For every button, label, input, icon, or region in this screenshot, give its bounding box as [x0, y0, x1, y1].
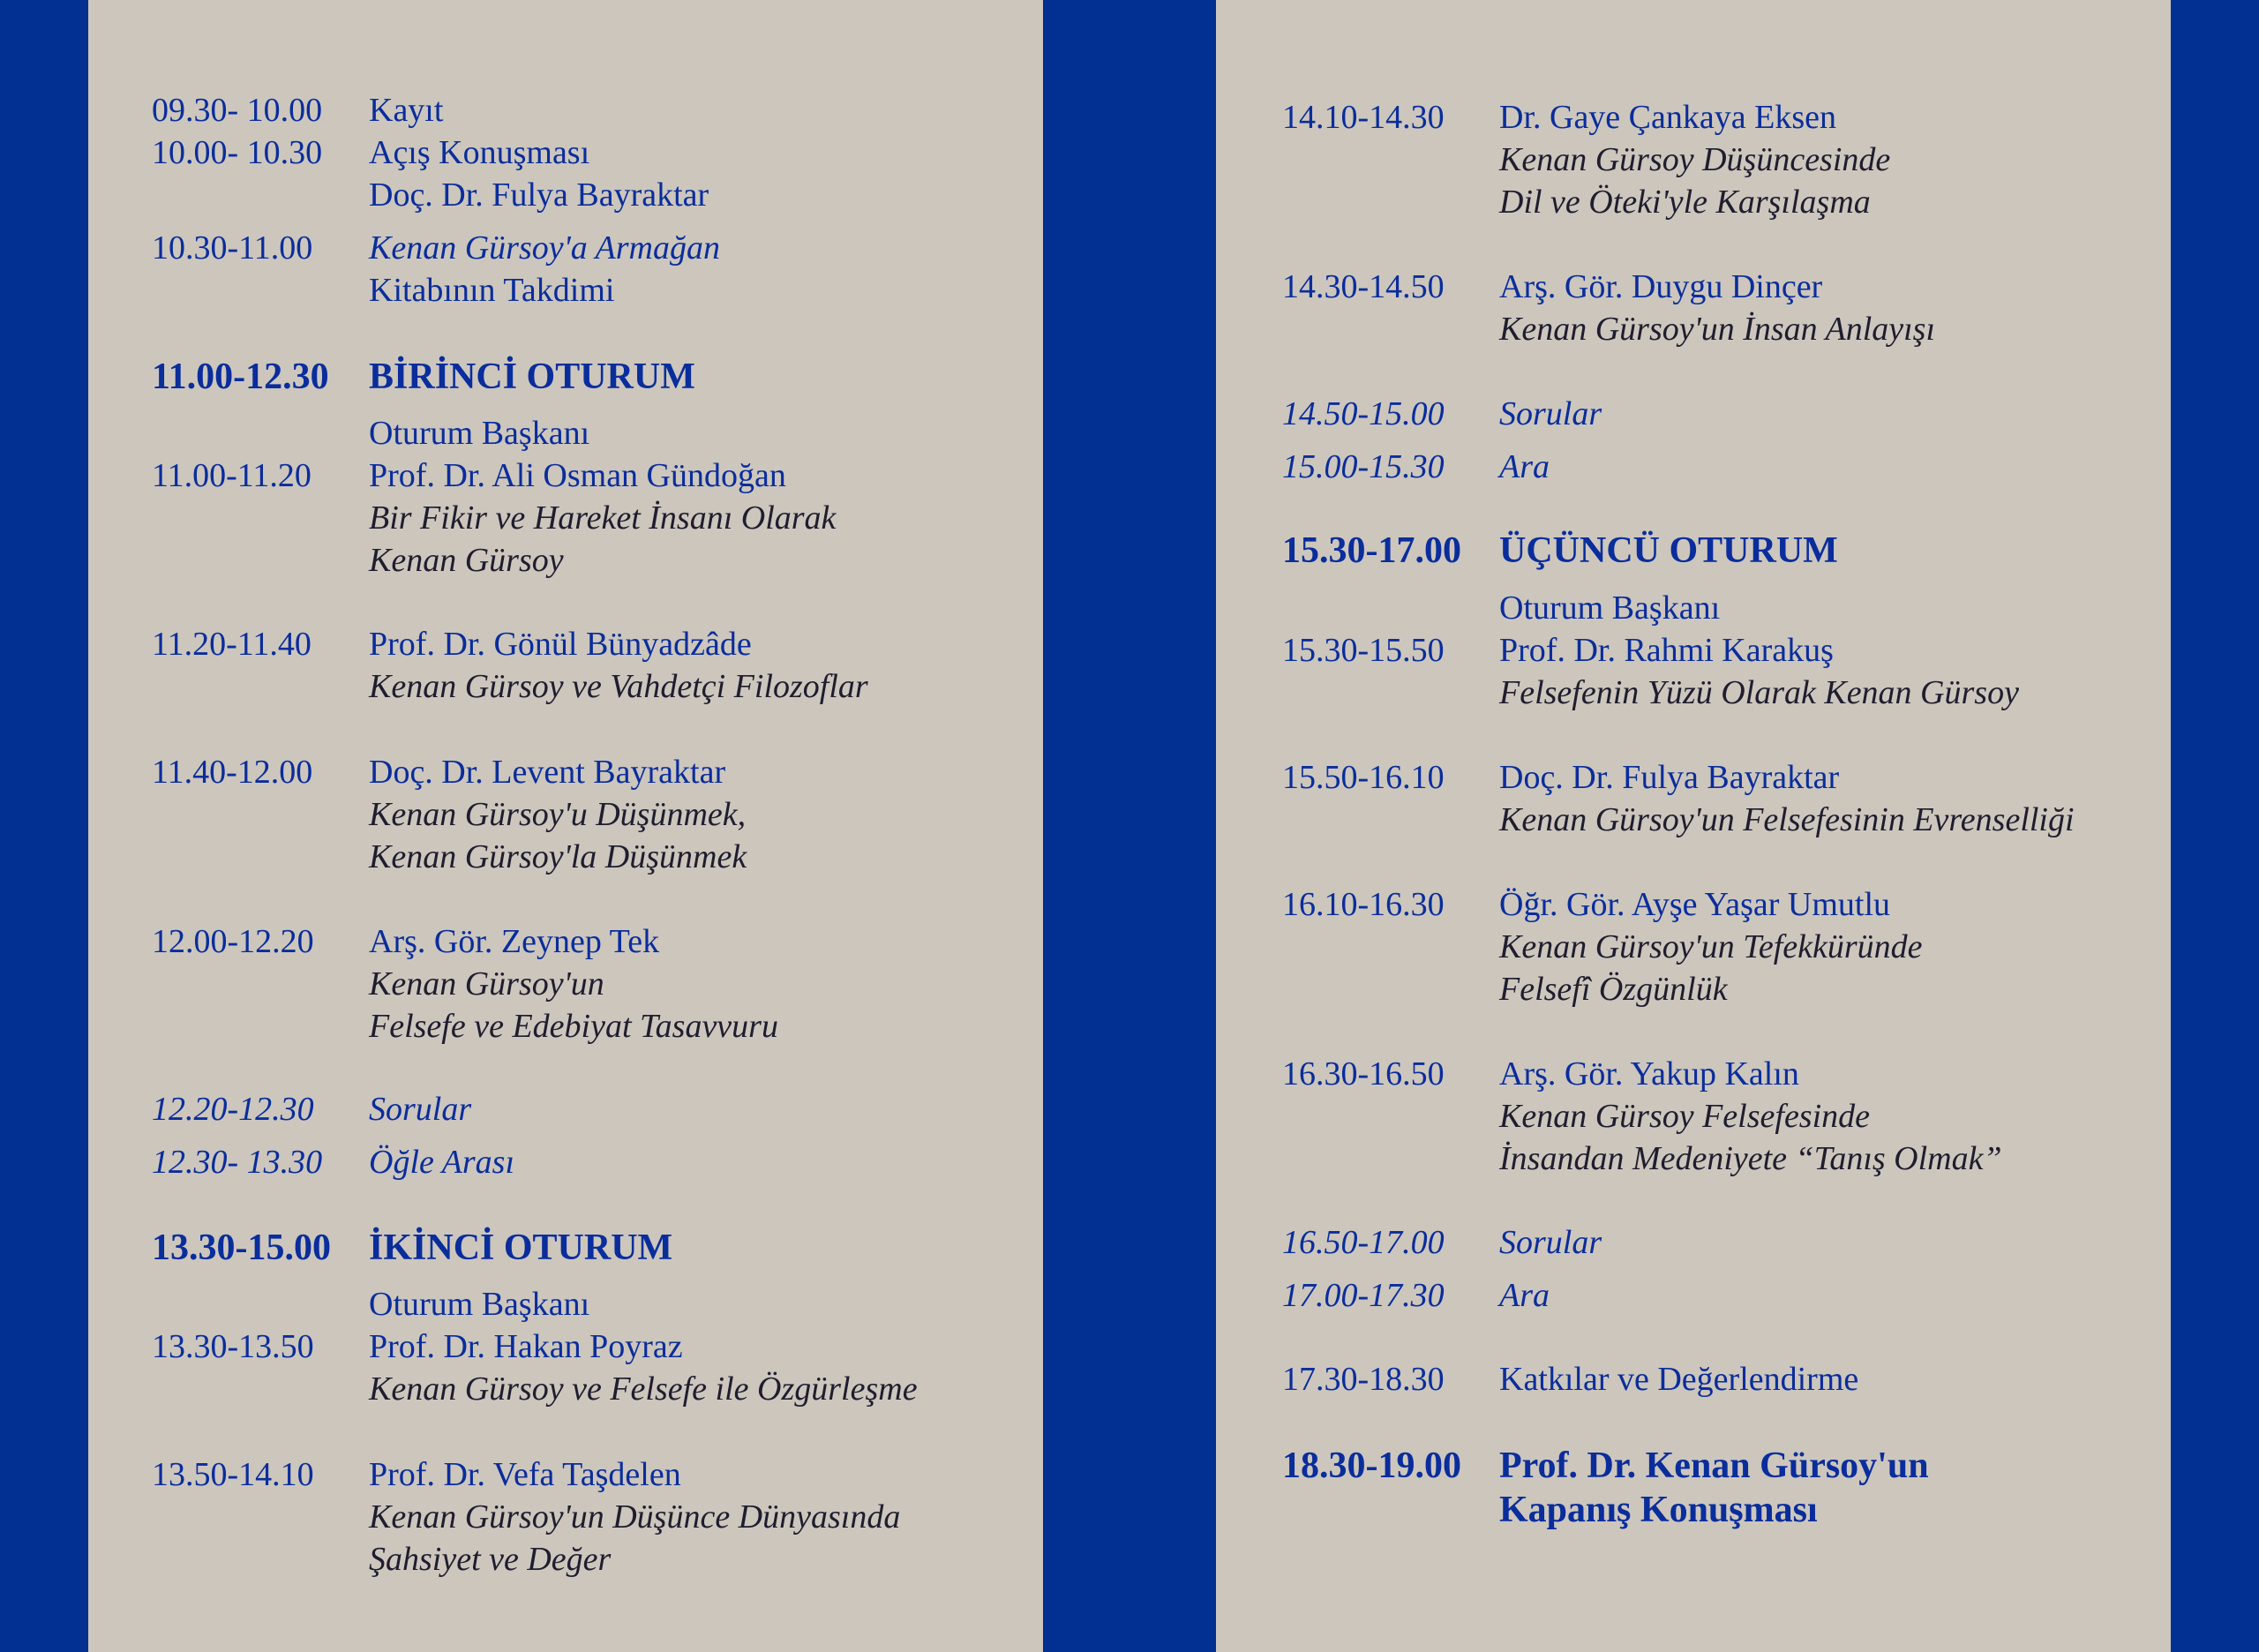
session-chair-label [369, 412, 589, 454]
speaker-name: Arş. Gör. Yakup Kalın [1499, 1055, 1799, 1093]
time-slot: 12.20-12.30 [152, 1091, 314, 1128]
schedule-row [152, 89, 443, 131]
speaker-name: Dr. Gaye Çankaya Eksen [1499, 99, 1836, 136]
session-chair-label [369, 1283, 589, 1325]
closing-speech-row [1282, 1444, 1929, 1532]
closing-title: Kapanış Konuşması [1499, 1490, 1818, 1530]
schedule-row [152, 1141, 514, 1183]
program-panel-left [88, 0, 1043, 1652]
talk-title: Şahsiyet ve Değer [369, 1541, 612, 1578]
speaker-name: Doç. Dr. Levent Bayraktar [369, 754, 726, 791]
speaker-name: Arş. Gör. Duygu Dinçer [1499, 268, 1823, 305]
talk-title: Kenan Gürsoy'un [369, 965, 604, 1002]
talk-title: Felsefenin Yüzü Olarak Kenan Gürsoy [1499, 674, 2019, 711]
time-slot: 13.30-13.50 [152, 1328, 314, 1365]
talk-title: Kenan Gürsoy'un Düşünce Dünyasında [369, 1498, 901, 1536]
speaker-name: Prof. Dr. Hakan Poyraz [369, 1328, 683, 1365]
session-title: İKİNCİ OTURUM [369, 1228, 673, 1268]
schedule-row [1282, 266, 1935, 350]
session-title: BİRİNCİ OTURUM [369, 357, 695, 397]
schedule-row [1282, 1221, 1602, 1264]
time-slot: 09.30- 10.00 [152, 92, 323, 129]
item-text: Ara [1499, 1277, 1550, 1314]
schedule-row [152, 751, 747, 878]
item-text: Kenan Gürsoy'a Armağan [369, 229, 720, 267]
item-text: Açış Konuşması [369, 134, 590, 171]
time-slot: 12.30- 13.30 [152, 1144, 323, 1181]
left-blue-band [0, 0, 88, 1652]
schedule-row [1282, 1053, 2002, 1180]
time-slot: 11.20-11.40 [152, 626, 311, 663]
speaker-name: Prof. Dr. Rahmi Karakuş [1499, 632, 1834, 669]
time-slot: 11.00-12.30 [152, 357, 329, 397]
chair-text: Oturum Başkanı [1499, 589, 1721, 627]
time-slot: 12.00-12.20 [152, 923, 314, 960]
schedule-row [152, 454, 836, 582]
talk-title: Felsefî Özgünlük [1499, 971, 1728, 1008]
time-slot: 16.50-17.00 [1282, 1224, 1445, 1261]
schedule-row [152, 227, 720, 312]
item-text: Ara [1499, 448, 1550, 485]
talk-title: Kenan Gürsoy Felsefesinde [1499, 1098, 1871, 1135]
schedule-row [152, 920, 778, 1048]
item-text: Sorular [1499, 1224, 1602, 1261]
time-slot: 13.30-15.00 [152, 1228, 331, 1268]
session-header [1282, 529, 1838, 572]
talk-title: İnsandan Medeniyete “Tanış Olmak” [1499, 1140, 2002, 1177]
schedule-row [152, 1088, 471, 1130]
time-slot: 16.10-16.30 [1282, 886, 1445, 923]
talk-title: Kenan Gürsoy Düşüncesinde [1499, 141, 1891, 178]
time-slot: 16.30-16.50 [1282, 1055, 1445, 1093]
time-slot: 18.30-19.00 [1282, 1446, 1461, 1486]
item-text: Kayıt [369, 92, 444, 129]
time-slot: 15.30-17.00 [1282, 530, 1461, 571]
speaker-name: Öğr. Gör. Ayşe Yaşar Umutlu [1499, 886, 1891, 923]
talk-title: Kenan Gürsoy'un İnsan Anlayışı [1499, 311, 1936, 348]
program-panel-right [1216, 0, 2171, 1652]
talk-title: Felsefe ve Edebiyat Tasavvuru [369, 1008, 778, 1045]
talk-title: Kenan Gürsoy ve Vahdetçi Filozoflar [369, 668, 868, 705]
time-slot: 14.50-15.00 [1282, 395, 1445, 432]
item-text: Katkılar ve Değerlendirme [1499, 1361, 1859, 1398]
schedule-row [152, 1453, 900, 1581]
schedule-row [1282, 393, 1602, 435]
schedule-row [1282, 756, 2075, 841]
speaker-name: Prof. Dr. Ali Osman Gündoğan [369, 457, 786, 494]
talk-title: Dil ve Öteki'yle Karşılaşma [1499, 184, 1871, 221]
time-slot: 15.00-15.30 [1282, 448, 1445, 485]
session-title: ÜÇÜNCÜ OTURUM [1499, 530, 1838, 571]
time-slot: 17.30-18.30 [1282, 1361, 1445, 1398]
time-slot: 15.50-16.10 [1282, 759, 1445, 796]
talk-title: Kenan Gürsoy ve Felsefe ile Özgürleşme [369, 1370, 918, 1408]
session-header [152, 1227, 672, 1269]
talk-title: Kenan Gürsoy'u Düşünmek, [369, 796, 747, 833]
time-slot: 13.50-14.10 [152, 1456, 314, 1493]
speaker-name: Doç. Dr. Fulya Bayraktar [369, 176, 709, 214]
right-blue-band [2171, 0, 2259, 1652]
session-chair-label [1499, 587, 1720, 629]
talk-title: Bir Fikir ve Hareket İnsanı Olarak [369, 499, 837, 537]
chair-text: Oturum Başkanı [369, 415, 590, 452]
talk-title: Kenan Gürsoy'un Tefekküründe [1499, 928, 1923, 965]
closing-title: Prof. Dr. Kenan Gürsoy'un [1499, 1446, 1929, 1486]
schedule-row [1282, 1358, 1858, 1400]
time-slot: 10.00- 10.30 [152, 134, 323, 171]
time-slot: 15.30-15.50 [1282, 632, 1445, 669]
speaker-name: Prof. Dr. Vefa Taşdelen [369, 1456, 681, 1493]
schedule-row [1282, 96, 1890, 223]
item-text: Kitabının Takdimi [369, 272, 615, 309]
speaker-name: Prof. Dr. Gönül Bünyadzâde [369, 626, 752, 663]
time-slot: 11.40-12.00 [152, 754, 313, 791]
item-text: Sorular [1499, 395, 1602, 432]
chair-text: Oturum Başkanı [369, 1286, 590, 1323]
schedule-row [152, 1325, 918, 1410]
schedule-row [1282, 629, 2019, 714]
center-blue-band [1043, 0, 1216, 1652]
time-slot: 14.10-14.30 [1282, 99, 1445, 136]
item-text: Sorular [369, 1091, 472, 1128]
session-header [152, 356, 695, 398]
schedule-row [1282, 1274, 1550, 1317]
speaker-name: Arş. Gör. Zeynep Tek [369, 923, 660, 960]
item-text: Öğle Arası [369, 1144, 515, 1181]
time-slot: 17.00-17.30 [1282, 1277, 1445, 1314]
talk-title: Kenan Gürsoy'la Düşünmek [369, 838, 747, 875]
talk-title: Kenan Gürsoy [369, 542, 564, 579]
talk-title: Kenan Gürsoy'un Felsefesinin Evrenselliği [1499, 801, 2075, 838]
time-slot: 10.30-11.00 [152, 229, 313, 267]
speaker-name: Doç. Dr. Fulya Bayraktar [1499, 759, 1840, 796]
schedule-row [152, 131, 709, 216]
time-slot: 11.00-11.20 [152, 457, 311, 494]
schedule-row [1282, 446, 1550, 488]
time-slot: 14.30-14.50 [1282, 268, 1445, 305]
schedule-row [152, 623, 868, 708]
schedule-row [1282, 883, 1923, 1010]
